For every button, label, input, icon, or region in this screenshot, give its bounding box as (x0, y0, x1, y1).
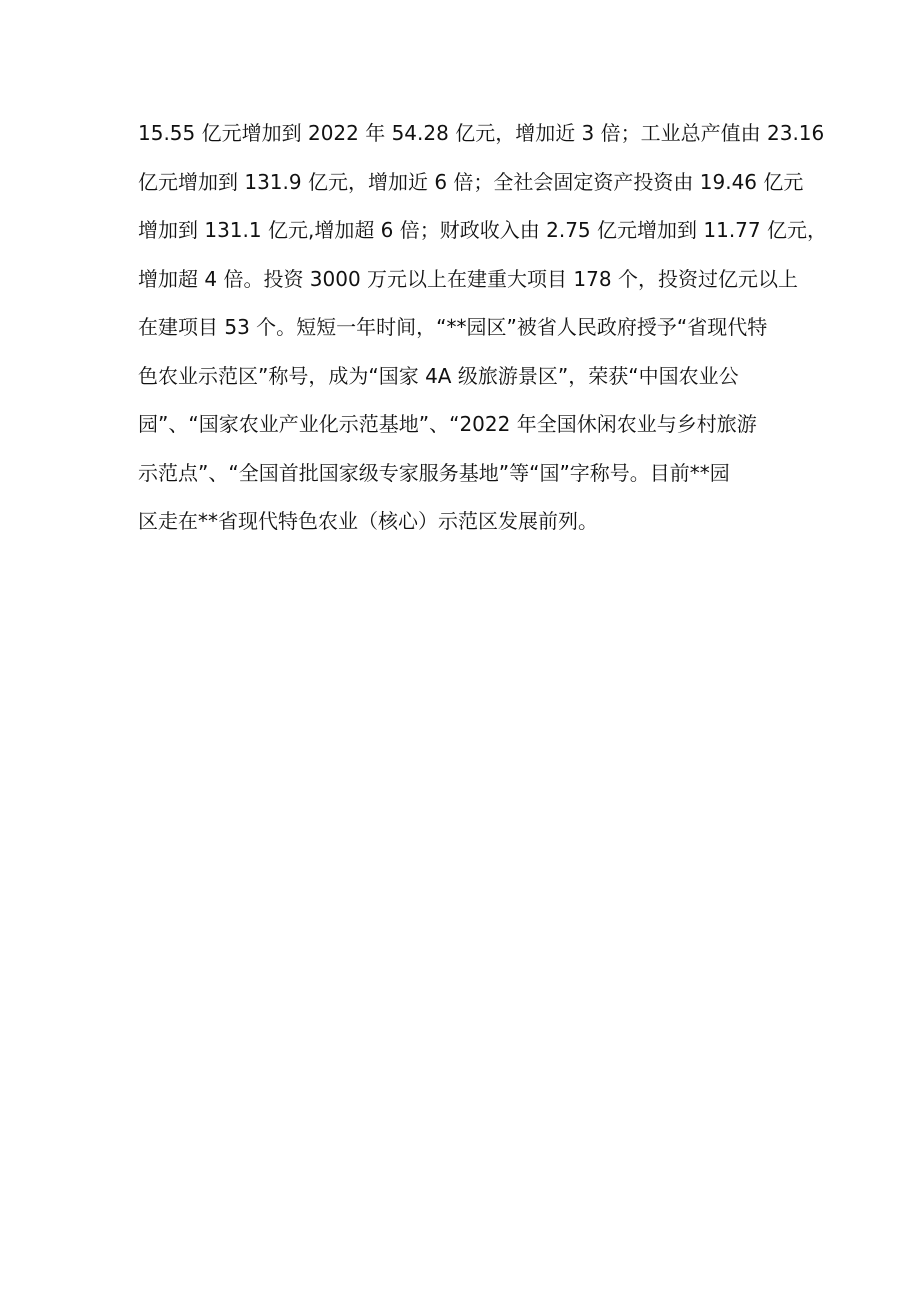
paragraph-line-7: 园”、“国家农业产业化示范基地”、“2022 年全国休闲农业与乡村旅游 (138, 412, 757, 436)
paragraph-line-3: 增加到 131.1 亿元,增加超 6 倍；财政收入由 2.75 亿元增加到 11.77 亿元， (138, 218, 827, 242)
paragraph-line-6: 色农业示范区”称号，成为“国家 4A 级旅游景区”，荣获“中国农业公 (138, 363, 739, 388)
paragraph-line-5: 在建项目 53 个。短短一年时间，“**园区”被省人民政府授予“省现代特 (138, 315, 768, 339)
paragraph-line-8: 示范点”、“全国首批国家级专家服务基地”等“国”字称号。目前**园 (138, 460, 730, 485)
paragraph-line-1: 15.55 亿元增加到 2022 年 54.28 亿元，增加近 3 倍；工业总产值由 23.16 (138, 121, 825, 145)
body-paragraph (138, 115, 827, 552)
paragraph-line-9: 区走在**省现代特色农业（核心）示范区发展前列。 (138, 509, 598, 533)
paragraph-line-4: 增加超 4 倍。投资 3000 万元以上在建重大项目 178 个，投资过亿元以上 (138, 266, 798, 291)
paragraph-line-2: 亿元增加到 131.9 亿元，增加近 6 倍；全社会固定资产投资由 19.46 亿元 (138, 169, 804, 194)
